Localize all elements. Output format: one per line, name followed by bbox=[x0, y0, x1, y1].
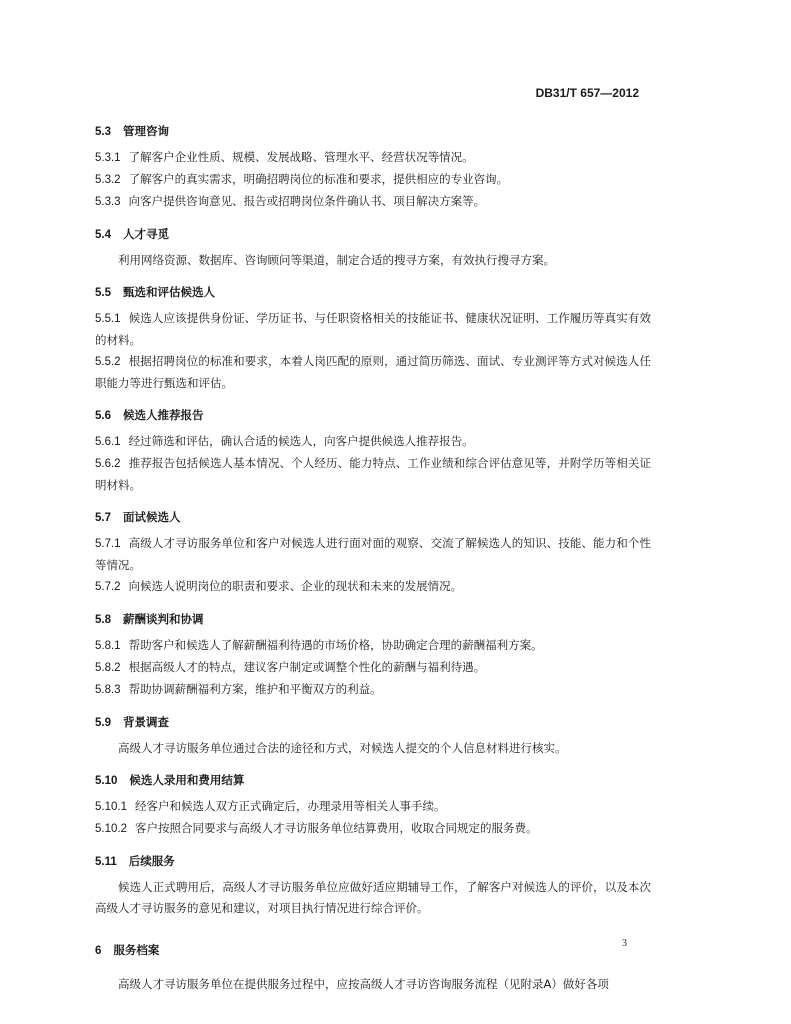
section-heading-5-7 bbox=[95, 508, 651, 527]
document-body bbox=[95, 118, 651, 995]
section-title: 面试候选人 bbox=[123, 510, 181, 524]
clause-text: 推荐报告包括候选人基本情况、个人经历、能力特点、工作业绩和综合评估意见等，并附学历等相关证明材料。 bbox=[95, 456, 651, 492]
chapter-heading-6 bbox=[95, 941, 651, 960]
section-heading-5-10 bbox=[95, 771, 651, 790]
clause-5-6-1 bbox=[95, 431, 651, 453]
clause-text: 高级人才寻访服务单位和客户对候选人进行面对面的观察、交流了解候选人的知识、技能、能力和个性等情况。 bbox=[95, 536, 651, 572]
section-number: 5.4 bbox=[95, 229, 111, 241]
section-heading-5-11 bbox=[95, 852, 651, 871]
clause-text: 经过筛选和评估，确认合适的候选人，向客户提供候选人推荐报告。 bbox=[128, 434, 474, 448]
section-number: 5.6 bbox=[95, 410, 111, 422]
clause-number: 5.3.1 bbox=[95, 152, 121, 164]
section-paragraph: 高级人才寻访服务单位通过合法的途径和方式，对候选人提交的个人信息材料进行核实。 bbox=[118, 741, 567, 755]
section-number: 5.9 bbox=[95, 717, 111, 729]
section-heading-5-3 bbox=[95, 122, 651, 141]
section-heading-5-5 bbox=[95, 283, 651, 302]
section-title: 后续服务 bbox=[128, 854, 175, 868]
clause-5-8-3 bbox=[95, 679, 651, 701]
clause-number: 5.6.2 bbox=[95, 458, 121, 470]
section-number: 5.7 bbox=[95, 512, 111, 524]
section-title: 甄选和评估候选人 bbox=[123, 285, 215, 299]
section-title: 背景调查 bbox=[123, 715, 169, 729]
clause-number: 5.8.2 bbox=[95, 662, 121, 674]
section-number: 5.8 bbox=[95, 614, 111, 626]
clause-text: 经客户和候选人双方正式确定后，办理录用等相关人事手续。 bbox=[134, 799, 446, 813]
section-number: 5.3 bbox=[95, 126, 111, 138]
clause-text: 客户按照合同要求与高级人才寻访服务单位结算费用，收取合同规定的服务费。 bbox=[134, 821, 538, 835]
section-heading-5-8 bbox=[95, 610, 651, 629]
section-heading-5-4 bbox=[95, 225, 651, 244]
clause-text: 候选人应该提供身份证、学历证书、与任职资格相关的技能证书、健康状况证明、工作履历等真实有效的材料。 bbox=[95, 311, 651, 347]
clause-5-7-1 bbox=[95, 533, 651, 576]
clause-5-3-3 bbox=[95, 191, 651, 213]
section-heading-5-6 bbox=[95, 406, 651, 425]
section-number: 5.11 bbox=[95, 856, 117, 868]
clause-text: 了解客户企业性质、规模、发展战略、管理水平、经营状况等情况。 bbox=[128, 150, 474, 164]
clause-number: 5.3.3 bbox=[95, 196, 121, 208]
chapter-title: 服务档案 bbox=[113, 943, 160, 957]
clause-number: 5.8.1 bbox=[95, 640, 121, 652]
section-number: 5.10 bbox=[95, 775, 118, 787]
clause-text: 向客户提供咨询意见、报告或招聘岗位条件确认书、项目解决方案等。 bbox=[128, 194, 486, 208]
section-title: 人才寻觅 bbox=[123, 227, 169, 241]
clause-number: 5.10.1 bbox=[95, 801, 127, 813]
section-paragraph: 利用网络资源、数据库、咨询顾问等渠道，制定合适的搜寻方案，有效执行搜寻方案。 bbox=[118, 253, 555, 267]
chapter-number: 6 bbox=[95, 945, 102, 957]
section-heading-5-9 bbox=[95, 713, 651, 732]
section-title: 薪酬谈判和协调 bbox=[123, 612, 204, 626]
clause-5-7-2 bbox=[95, 576, 651, 598]
clause-number: 5.10.2 bbox=[95, 823, 127, 835]
clause-5-8-1 bbox=[95, 635, 651, 657]
clause-text: 帮助客户和候选人了解薪酬福利待遇的市场价格，协助确定合理的薪酬福利方案。 bbox=[128, 638, 543, 652]
clause-number: 5.5.1 bbox=[95, 313, 121, 325]
section-title: 候选人录用和费用结算 bbox=[129, 773, 245, 787]
clause-number: 5.6.1 bbox=[95, 436, 121, 448]
clause-5-10-2 bbox=[95, 818, 651, 840]
page-number: 3 bbox=[622, 938, 627, 949]
clause-5-3-2 bbox=[95, 169, 651, 191]
clause-text: 根据招聘岗位的标准和要求，本着人岗匹配的原则，通过简历筛选、面试、专业测评等方式对候选人任职能力等进行甄选和评估。 bbox=[95, 354, 651, 390]
section-title: 候选人推荐报告 bbox=[123, 408, 204, 422]
clause-text: 了解客户的真实需求，明确招聘岗位的标准和要求，提供相应的专业咨询。 bbox=[128, 172, 509, 186]
clause-number: 5.5.2 bbox=[95, 356, 121, 368]
clause-5-8-2 bbox=[95, 657, 651, 679]
clause-text: 向候选人说明岗位的职责和要求、企业的现状和未来的发展情况。 bbox=[128, 579, 463, 593]
clause-number: 5.3.2 bbox=[95, 174, 121, 186]
clause-text: 帮助协调薪酬福利方案，维护和平衡双方的利益。 bbox=[128, 682, 382, 696]
clause-5-10-1 bbox=[95, 796, 651, 818]
clause-text: 根据高级人才的特点，建议客户制定或调整个性化的薪酬与福利待遇。 bbox=[128, 660, 486, 674]
clause-5-5-1 bbox=[95, 308, 651, 351]
clause-number: 5.8.3 bbox=[95, 684, 121, 696]
clause-number: 5.7.2 bbox=[95, 581, 121, 593]
clause-5-5-2 bbox=[95, 351, 651, 394]
clause-5-6-2 bbox=[95, 453, 651, 496]
chapter-paragraph: 高级人才寻访服务单位在提供服务过程中，应按高级人才寻访咨询服务流程（见附录A）做好各项 bbox=[118, 977, 609, 991]
clause-number: 5.7.1 bbox=[95, 538, 121, 550]
section-number: 5.5 bbox=[95, 287, 111, 299]
standard-code: DB31/T 657—2012 bbox=[535, 86, 639, 100]
section-paragraph: 候选人正式聘用后，高级人才寻访服务单位应做好适应期辅导工作，了解客户对候选人的评价，以及本次高级人才寻访服务的意见和建议，对项目执行情况进行综合评价。 bbox=[95, 880, 651, 915]
clause-5-3-1 bbox=[95, 147, 651, 169]
section-title: 管理咨询 bbox=[123, 124, 169, 138]
